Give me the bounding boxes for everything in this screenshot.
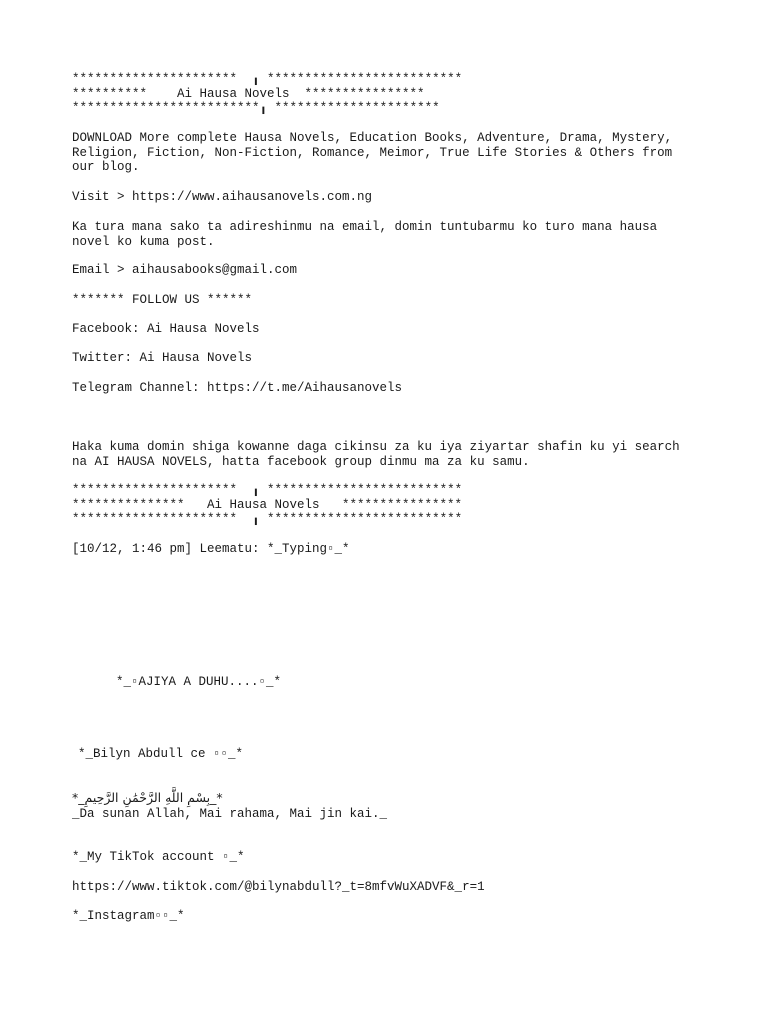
facebook-line: Facebook: Ai Hausa Novels: [72, 322, 260, 336]
footer-banner-bottom: ********************** ╻ **************************: [72, 512, 463, 526]
chat-timestamp-line: [10/12, 1:46 pm] Leematu: *_Typing▫_*: [72, 542, 350, 556]
subscribe-paragraph: Ka tura mana sako ta adireshinmu na email, domin tuntubarmu ko turo mana hausa novel ko kuma post.: [72, 220, 665, 249]
tiktok-heading: *_My TikTok account ▫_*: [72, 850, 245, 864]
follow-us-heading: ******* FOLLOW US ******: [72, 293, 253, 307]
footer-banner-top: ********************** ╻ **************************: [72, 483, 463, 497]
story-title: *_▫AJIYA A DUHU....▫_*: [116, 675, 282, 689]
header-banner-title: ********** Ai Hausa Novels ****************: [72, 87, 425, 101]
header-banner-bottom: *************************╻ **********************: [72, 101, 440, 115]
blessing-line: _Da sunan Allah, Mai rahama, Mai jin kai._: [72, 807, 388, 821]
instagram-heading: *_Instagram▫▫_*: [72, 909, 185, 923]
header-banner-top: ********************** ╻ **************************: [72, 72, 463, 86]
bismillah-line: *_بِسْمِ اللَّهِ الرَّحْمَٰنِ الرَّحِيمِ_*: [72, 790, 223, 805]
twitter-line: Twitter: Ai Hausa Novels: [72, 351, 253, 365]
download-paragraph: DOWNLOAD More complete Hausa Novels, Education Books, Adventure, Drama, Mystery, Religion, Fiction, Non-Fiction, Romance, Meimor, True Life Stories & Others from our blog.: [72, 131, 680, 175]
email-line[interactable]: Email > aihausabooks@gmail.com: [72, 263, 298, 277]
footer-banner-title: *************** Ai Hausa Novels ****************: [72, 498, 463, 512]
search-paragraph: Haka kuma domin shiga kowanne daga cikinsu za ku iya ziyartar shafin ku yi search na AI HAUSA NOVELS, hatta facebook group dinmu ma za ku samu.: [72, 440, 688, 469]
visit-link[interactable]: Visit > https://www.aihausanovels.com.ng: [72, 190, 373, 204]
telegram-link[interactable]: Telegram Channel: https://t.me/Aihausanovels: [72, 381, 403, 395]
tiktok-link[interactable]: https://www.tiktok.com/@bilynabdull?_t=8mfvWuXADVF&_r=1: [72, 880, 485, 894]
story-author: *_Bilyn Abdull ce ▫▫_*: [78, 747, 244, 761]
